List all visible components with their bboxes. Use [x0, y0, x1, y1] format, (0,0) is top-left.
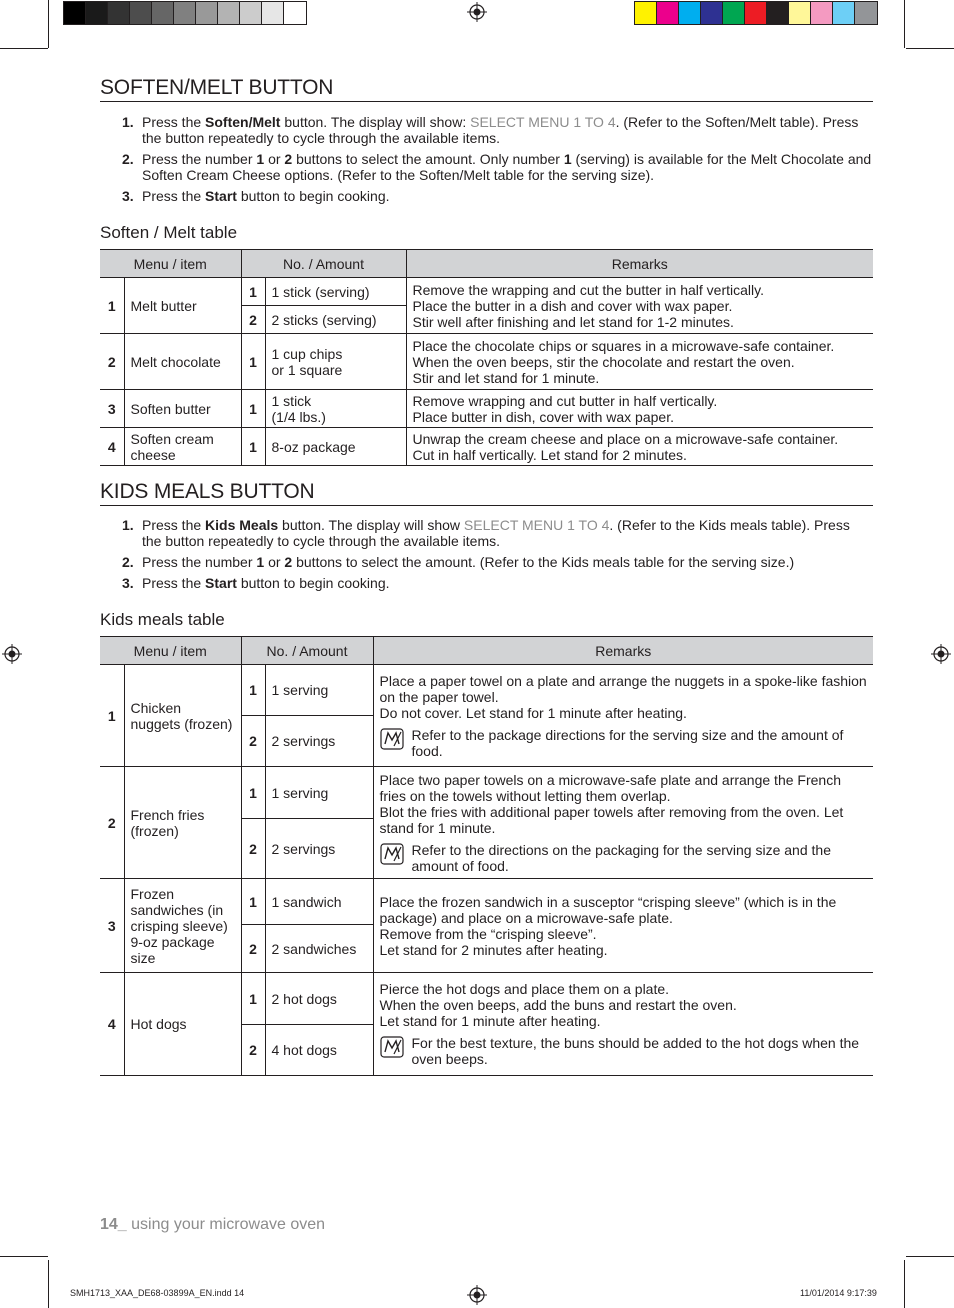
- menu-item: Frozen sandwiches (in crisping sleeve) 9-oz package size: [124, 879, 241, 973]
- date-slug: 11/01/2014 9:17:39: [800, 1288, 877, 1298]
- table-row: 1 Chicken nuggets (frozen) 1 1 serving Place a paper towel on a plate and arrange the nuggets in a spoke-like fashion on the paper towel. Do not cover. Let stand for 1 minute after heating. Refer to the package directions for the serving size and the amount of food.: [100, 665, 873, 716]
- crop-mark: [906, 48, 954, 49]
- amount: 2 servings: [265, 819, 373, 879]
- color-swatch: [196, 2, 218, 24]
- registration-mark-icon: [931, 644, 951, 664]
- amount: 2 sticks (serving): [265, 306, 406, 334]
- menu-item: Chicken nuggets (frozen): [124, 665, 241, 767]
- table-row: 4 Soften cream cheese 1 8-oz package Unwrap the cream cheese and place on a microwave-safe container. Cut in half vertically. Let stand for 2 minutes.: [100, 428, 873, 466]
- soften-step-1: 1. Press the Soften/Melt button. The display will show: SELECT MENU 1 TO 4. (Refer to the Soften/Melt table). Press the button repeatedly to cycle through the available items.: [122, 114, 859, 146]
- amount: 2 sandwiches: [265, 925, 373, 973]
- amount: 8-oz package: [265, 428, 406, 466]
- page-footer: [100, 1216, 325, 1234]
- amount: 1 stick (1/4 lbs.): [265, 390, 406, 428]
- color-swatch: [833, 2, 855, 24]
- color-swatch: [284, 2, 306, 24]
- amount: 1 serving: [265, 767, 373, 819]
- table-row: 2 2 sticks (serving): [100, 306, 873, 334]
- color-swatch: [130, 2, 152, 24]
- color-swatch: [635, 2, 657, 24]
- display-text: SELECT MENU 1 TO 4: [470, 114, 616, 130]
- table-header-row: [100, 637, 873, 665]
- kids-meals-heading: KIDS MEALS BUTTON: [100, 480, 873, 506]
- crop-mark: [48, 1260, 49, 1308]
- menu-item: Soften butter: [124, 390, 241, 428]
- table-header-row: [100, 250, 873, 278]
- table-row: 1 Melt butter 1 1 stick (serving) Remove the wrapping and cut the butter in half vertically. Place the butter in a dish and cover with wax paper. Stir well after finishing and let stand for 1-2 minutes.: [100, 278, 873, 306]
- color-swatch: [218, 2, 240, 24]
- remarks: Place the chocolate chips or squares in a microwave-safe container. When the oven beeps, stir the chocolate and restart the oven. Stir and let stand for 1 minute.: [406, 334, 873, 390]
- table-row: 2 French fries (frozen) 1 1 serving Place two paper towels on a microwave-safe plate and arrange the French fries on the towels without letting them overlap. Blot the fries with additional paper towels after removing from the oven. Let stand for 1 minute. Refer to the directions on the packaging for the serving size and the amount of food.: [100, 767, 873, 819]
- amount: 1 serving: [265, 665, 373, 716]
- crop-mark: [0, 48, 48, 49]
- table-row: 2 4 hot dogs: [100, 1025, 873, 1076]
- color-swatch: [86, 2, 108, 24]
- color-swatch: [657, 2, 679, 24]
- file-slug: SMH1713_XAA_DE68-03899A_EN.indd 14: [70, 1288, 245, 1298]
- page-number: 14_: [100, 1216, 127, 1233]
- remarks: Remove the wrapping and cut the butter in half vertically. Place the butter in a dish and cover with wax paper. Stir well after finishing and let stand for 1-2 minutes.: [406, 278, 873, 334]
- amount: 1 sandwich: [265, 879, 373, 925]
- registration-mark-icon: [2, 644, 22, 664]
- remarks: Pierce the hot dogs and place them on a plate. When the oven beeps, add the buns and restart the oven. Let stand for 1 minute after heating. For the best texture, the buns should be added to the hot dogs when the oven beeps.: [373, 973, 873, 1076]
- kids-steps: [100, 517, 873, 596]
- display-text: SELECT MENU 1 TO 4: [463, 517, 610, 533]
- color-swatch: [745, 2, 767, 24]
- column-header-menu: Menu / item: [100, 637, 241, 665]
- crop-mark: [904, 0, 905, 48]
- menu-item: Hot dogs: [124, 973, 241, 1076]
- crop-mark: [904, 1260, 905, 1308]
- color-swatch: [811, 2, 833, 24]
- table-row: 2 2 servings: [100, 819, 873, 879]
- soften-melt-table: [100, 249, 873, 466]
- amount: 1 cup chips or 1 square: [265, 334, 406, 390]
- color-swatch: [679, 2, 701, 24]
- color-swatch: [262, 2, 284, 24]
- menu-item: French fries (frozen): [124, 767, 241, 879]
- table-row: 2 Melt chocolate 1 1 cup chips or 1 square Place the chocolate chips or squares in a microwave-safe container. When the oven beeps, stir the chocolate and restart the oven. Stir and let stand for 1 minute.: [100, 334, 873, 390]
- column-header-menu: Menu / item: [100, 250, 241, 278]
- kids-step-3: 3. Press the Start button to begin cooking.: [122, 575, 390, 591]
- column-header-amount: No. / Amount: [241, 250, 406, 278]
- table-row: 2 2 servings: [100, 716, 873, 767]
- table-row: 3 Frozen sandwiches (in crisping sleeve) 9-oz package size 1 1 sandwich Place the frozen sandwich in a susceptor “crisping sleeve” (which is in the package) and place on a microwave-safe plate. Remove from the “crisping sleeve”. Let stand for 2 minutes after heating.: [100, 879, 873, 925]
- color-swatch: [701, 2, 723, 24]
- amount: 4 hot dogs: [265, 1025, 373, 1076]
- soften-melt-heading: SOFTEN/MELT BUTTON: [100, 76, 873, 102]
- soften-step-2: 2. Press the number 1 or 2 buttons to select the amount. Only number 1 (serving) is available for the Melt Chocolate and Soften Cream Cheese options. (Refer to the Soften/Melt table for the serving size).: [122, 151, 872, 183]
- menu-item: Soften cream cheese: [124, 428, 241, 466]
- process-color-bar: [634, 1, 878, 25]
- menu-item: Melt butter: [124, 278, 241, 334]
- kids-meals-table: [100, 636, 873, 1076]
- column-header-remarks: Remarks: [406, 250, 873, 278]
- soften-melt-table-title: Soften / Melt table: [100, 223, 238, 242]
- kids-meals-table-title: Kids meals table: [100, 610, 225, 629]
- gray-color-bar: [63, 1, 307, 25]
- crop-mark: [906, 1256, 954, 1257]
- amount: 2 servings: [265, 716, 373, 767]
- note-icon: [380, 1036, 404, 1058]
- kids-step-2: 2. Press the number 1 or 2 buttons to select the amount. (Refer to the Kids meals table for the serving size.): [122, 554, 795, 570]
- column-header-amount: No. / Amount: [241, 637, 373, 665]
- remarks: Remove wrapping and cut butter in half vertically. Place butter in dish, cover with wax paper.: [406, 390, 873, 428]
- color-swatch: [789, 2, 811, 24]
- column-header-remarks: Remarks: [373, 637, 873, 665]
- color-swatch: [240, 2, 262, 24]
- table-row: 4 Hot dogs 1 2 hot dogs Pierce the hot dogs and place them on a plate. When the oven beeps, add the buns and restart the oven. Let stand for 1 minute after heating. For the best texture, the buns should be added to the hot dogs when the oven beeps.: [100, 973, 873, 1025]
- amount: 2 hot dogs: [265, 973, 373, 1025]
- color-swatch: [723, 2, 745, 24]
- soften-step-3: 3. Press the Start button to begin cooking.: [122, 188, 390, 204]
- menu-item: Melt chocolate: [124, 334, 241, 390]
- remarks: Unwrap the cream cheese and place on a microwave-safe container. Cut in half vertically. Let stand for 2 minutes.: [406, 428, 873, 466]
- color-swatch: [108, 2, 130, 24]
- color-swatch: [152, 2, 174, 24]
- color-swatch: [174, 2, 196, 24]
- color-swatch: [64, 2, 86, 24]
- note: For the best texture, the buns should be added to the hot dogs when the oven beeps.: [380, 1035, 868, 1067]
- soften-steps: [100, 114, 873, 209]
- remarks: Place two paper towels on a microwave-safe plate and arrange the French fries on the towels without letting them overlap. Blot the fries with additional paper towels after removing from the oven. Let stand for 1 minute. Refer to the directions on the packaging for the serving size and the amount of food.: [373, 767, 873, 879]
- table-row: 3 Soften butter 1 1 stick (1/4 lbs.) Remove wrapping and cut butter in half vertically. Place butter in dish, cover with wax paper.: [100, 390, 873, 428]
- registration-mark-icon: [467, 1285, 487, 1305]
- note-icon: [380, 843, 404, 865]
- crop-mark: [0, 1256, 48, 1257]
- kids-step-1: 1. Press the Kids Meals button. The display will show SELECT MENU 1 TO 4. (Refer to the Kids meals table). Press the button repeatedly to cycle through the available items.: [122, 517, 850, 549]
- color-swatch: [767, 2, 789, 24]
- color-swatch: [855, 2, 877, 24]
- note: Refer to the package directions for the serving size and the amount of food.: [380, 727, 868, 759]
- table-row: 2 2 sandwiches: [100, 925, 873, 973]
- section-name: using your microwave oven: [126, 1216, 326, 1233]
- remarks: Place the frozen sandwich in a susceptor “crisping sleeve” (which is in the package) and place on a microwave-safe plate. Remove from the “crisping sleeve”. Let stand for 2 minutes after heating.: [373, 879, 873, 973]
- note-icon: [380, 728, 404, 750]
- crop-mark: [48, 0, 49, 48]
- registration-mark-icon: [467, 2, 487, 22]
- note: Refer to the directions on the packaging for the serving size and the amount of food.: [380, 842, 868, 874]
- amount: 1 stick (serving): [265, 278, 406, 306]
- remarks: Place a paper towel on a plate and arrange the nuggets in a spoke-like fashion on the paper towel. Do not cover. Let stand for 1 minute after heating. Refer to the package directions for the serving size and the amount of food.: [373, 665, 873, 767]
